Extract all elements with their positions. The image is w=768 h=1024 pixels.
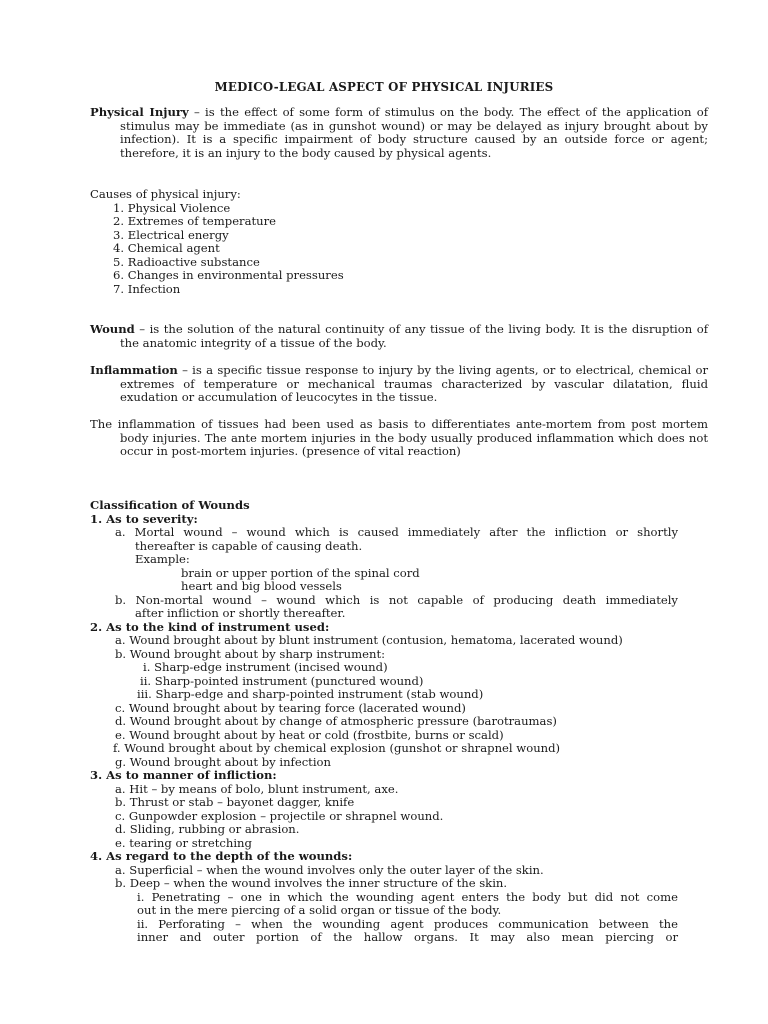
classification-heading: Classification of Wounds [90, 498, 250, 512]
inflammation-paragraph: The inflammation of tissues had been used as basis to differentiates ante-mortem from post mortem body injuries. The ante mortem injuries in the body usually produced inflammation which does not occur in post-mortem injuries. (presence of vital reaction) [90, 417, 708, 459]
sub-list-item: ii. Sharp-pointed instrument (punctured wound) [140, 674, 424, 688]
physical-injury-text: – is the effect of some form of stimulus on the body. The effect of the application of stimulus may be immediate (as in gunshot wound) or may be delayed as injury brought about by infection). It is a specific impairment of body structure caused by an outside force or agent; therefore, it is an injury to the body caused by physical agents. [120, 105, 709, 160]
list-item: after infliction or shortly thereafter. [135, 606, 346, 620]
physical-injury-term: Physical Injury [90, 105, 189, 119]
wound-definition [90, 323, 708, 350]
list-item: b. Deep – when the wound involves the inner structure of the skin. [115, 876, 508, 890]
list-item: f. Wound brought about by chemical explosion (gunshot or shrapnel wound) [113, 741, 561, 755]
section-instrument-heading: 2. As to the kind of instrument used: [90, 620, 330, 634]
wound-text: – is the solution of the natural continuity of any tissue of the living body. It is the disruption of the anatomic integrity of a tissue of the body. [120, 322, 708, 350]
list-item: b. Non-mortal wound – wound which is not capable of producing death immediately [115, 593, 678, 607]
sub-list-item: inner and outer portion of the hallow organs. It may also mean piercing or [137, 930, 678, 944]
cause-item: 1. Physical Violence [113, 201, 231, 215]
list-item: a. Mortal wound – wound which is caused immediately after the infliction or shortly [115, 525, 678, 539]
list-item: g. Wound brought about by infection [115, 755, 332, 769]
page-title: MEDICO-LEGAL ASPECT OF PHYSICAL INJURIES [214, 80, 554, 94]
list-item: b. Wound brought about by sharp instrument: [115, 647, 386, 661]
list-item: b. Thrust or stab – bayonet dagger, knife [115, 795, 355, 809]
sub-list-item: ii. Perforating – when the wounding agent produces communication between the [137, 917, 678, 931]
section-manner-heading: 3. As to manner of infliction: [90, 768, 277, 782]
cause-item: 6. Changes in environmental pressures [113, 268, 344, 282]
sub-list-item: i. Penetrating – one in which the wounding agent enters the body but did not come [137, 890, 678, 904]
cause-item: 3. Electrical energy [113, 228, 229, 242]
list-item: e. Wound brought about by heat or cold (frostbite, burns or scald) [115, 728, 504, 742]
sub-list-item: iii. Sharp-edge and sharp-pointed instrument (stab wound) [137, 687, 484, 701]
list-item: e. tearing or stretching [115, 836, 252, 850]
cause-item: 5. Radioactive substance [113, 255, 260, 269]
cause-item: 4. Chemical agent [113, 241, 220, 255]
list-item: a. Superficial – when the wound involves only the outer layer of the skin. [115, 863, 544, 877]
list-item: d. Sliding, rubbing or abrasion. [115, 822, 300, 836]
inflammation-definition [90, 364, 708, 405]
wound-term: Wound [90, 322, 135, 336]
list-item: a. Wound brought about by blunt instrument (contusion, hematoma, lacerated wound) [115, 633, 623, 647]
inflammation-text: – is a specific tissue response to injury by the living agents, or to electrical, chemical or extremes of temperature or mechanical traumas characterized by vascular dilatation, fluid exudation or accumulation of leucocytes in the tissue. [120, 363, 708, 405]
list-item: a. Hit – by means of bolo, blunt instrument, axe. [115, 782, 399, 796]
example-item: brain or upper portion of the spinal cord [181, 566, 420, 580]
list-item: thereafter is capable of causing death. [135, 539, 363, 553]
section-depth-heading: 4. As regard to the depth of the wounds: [90, 849, 353, 863]
sub-list-item: out in the mere piercing of a solid organ or tissue of the body. [137, 903, 502, 917]
physical-injury-definition [90, 106, 708, 160]
list-item: c. Gunpowder explosion – projectile or shrapnel wound. [115, 809, 444, 823]
example-label: Example: [135, 552, 190, 566]
inflammation-term: Inflammation [90, 363, 178, 377]
list-item: d. Wound brought about by change of atmospheric pressure (barotraumas) [115, 714, 557, 728]
list-item: c. Wound brought about by tearing force (lacerated wound) [115, 701, 466, 715]
sub-list-item: i. Sharp-edge instrument (incised wound) [143, 660, 388, 674]
example-item: heart and big blood vessels [181, 579, 342, 593]
cause-item: 2. Extremes of temperature [113, 214, 277, 228]
section-severity-heading: 1. As to severity: [90, 512, 198, 526]
causes-heading: Causes of physical injury: [90, 187, 241, 201]
cause-item: 7. Infection [113, 282, 181, 296]
